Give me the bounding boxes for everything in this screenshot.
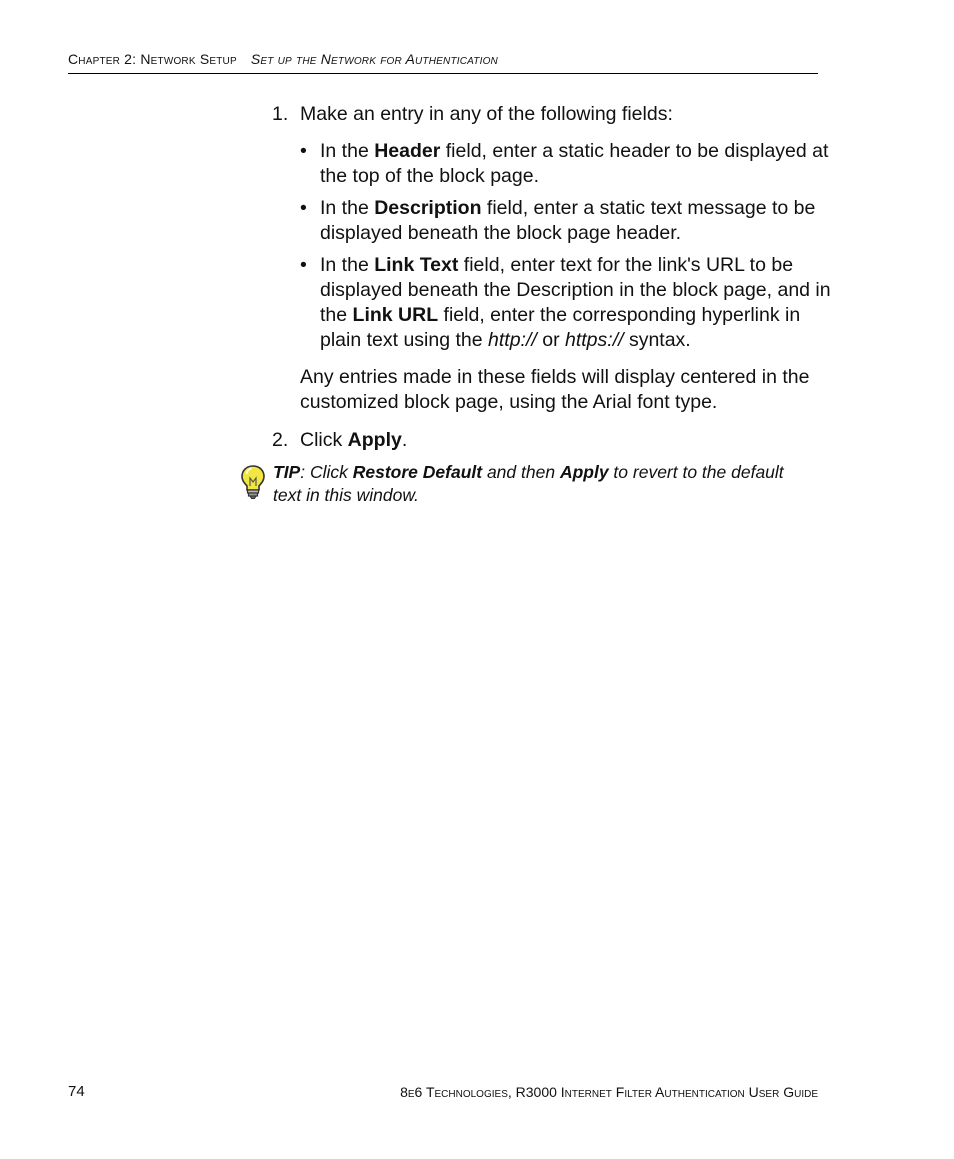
apply-label: Apply <box>559 462 609 482</box>
list-item-text: In the Description field, enter a static text message to be displayed beneath the block page header. <box>320 197 816 244</box>
step-number: 2. <box>272 429 289 451</box>
list-item <box>300 139 832 189</box>
step-text: Make an entry in any of the following fields: <box>300 103 673 125</box>
step-text: Click Apply. <box>300 429 408 451</box>
page-number: 74 <box>68 1083 85 1100</box>
tip-text: TIP: Click Restore Default and then Apply to revert to the default text in this window. <box>273 462 784 505</box>
http-syntax: http:// <box>488 329 537 351</box>
chapter-title: Chapter 2: Network Setup <box>68 51 237 67</box>
running-header <box>68 50 818 74</box>
bullet-icon: • <box>300 197 307 219</box>
tip-box <box>240 461 800 507</box>
tip-label: TIP <box>273 462 301 482</box>
document-title: 8e6 Technologies, R3000 Internet Filter Authentication User Guide <box>400 1084 818 1100</box>
apply-label: Apply <box>347 429 402 451</box>
list-item <box>300 196 832 246</box>
section-title: Set up the Network for Authentication <box>250 51 498 67</box>
note-paragraph: Any entries made in these fields will display centered in the customized block page, using the Arial font type. <box>300 366 810 413</box>
field-list <box>272 139 832 353</box>
step-1 <box>272 102 832 127</box>
list-item-text: In the Link Text field, enter text for the link's URL to be displayed beneath the Description in the block page, and in the Link URL field, enter the corresponding hyperlink in plain text using the http:// or https:// syntax. <box>320 254 831 351</box>
field-name-link-text: Link Text <box>374 254 459 276</box>
main-content <box>272 102 832 453</box>
lightbulb-icon <box>240 461 273 507</box>
bullet-icon: • <box>300 254 307 276</box>
list-item <box>300 253 832 353</box>
bullet-icon: • <box>300 140 307 162</box>
field-name-link-url: Link URL <box>352 304 439 326</box>
list-item-text: In the Header field, enter a static header to be displayed at the top of the block page. <box>320 140 829 187</box>
step-2 <box>272 428 832 453</box>
field-name-header: Header <box>374 140 441 162</box>
step-number: 1. <box>272 103 289 125</box>
field-name-description: Description <box>374 197 482 219</box>
restore-default-label: Restore Default <box>352 462 483 482</box>
https-syntax: https:// <box>565 329 624 351</box>
